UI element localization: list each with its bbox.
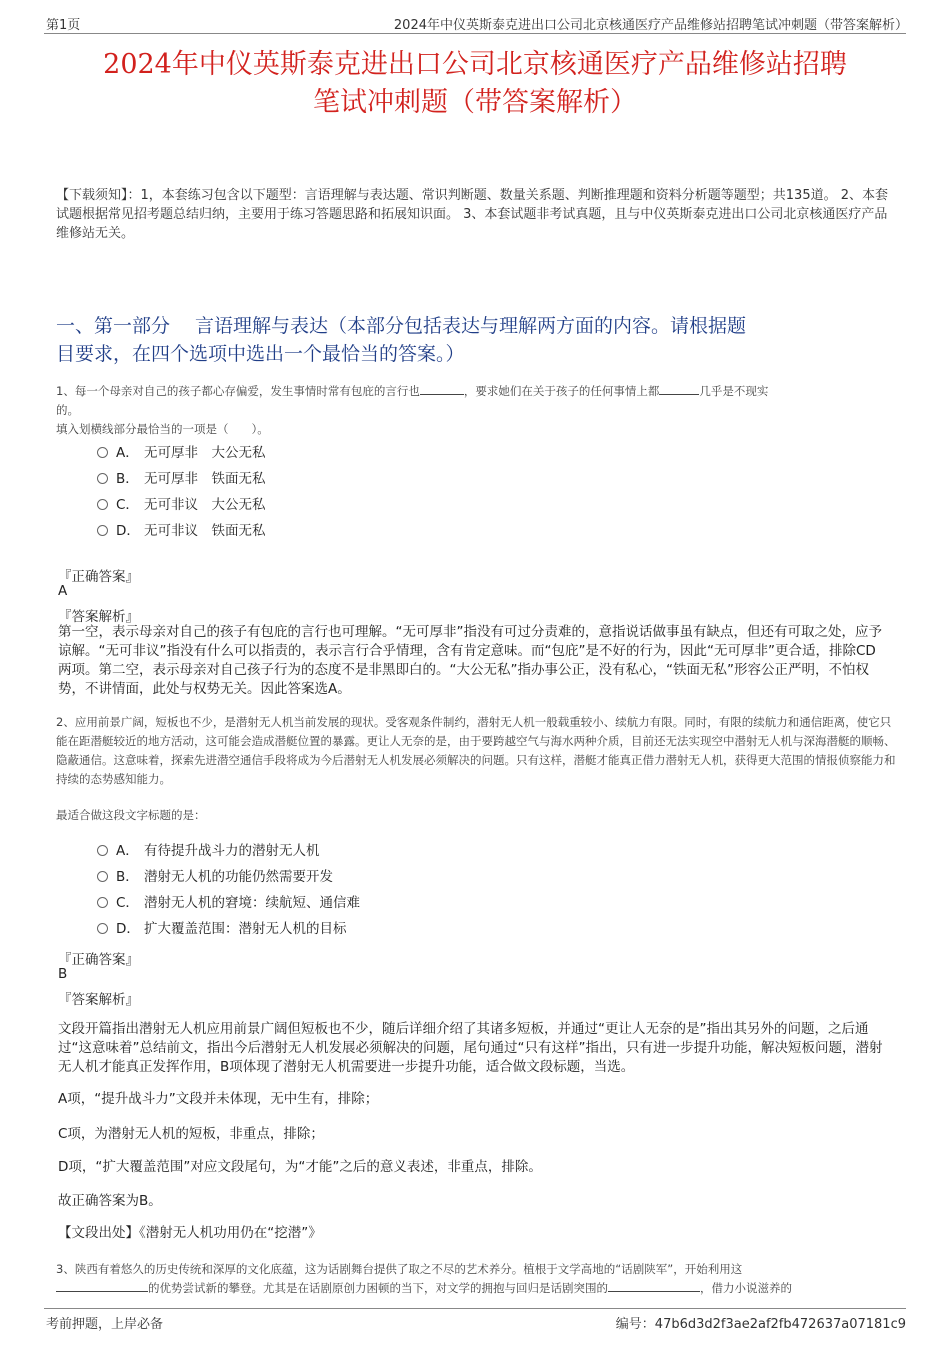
footer-slogan: 考前押题，上岸必备 xyxy=(46,1317,164,1332)
q2-options xyxy=(97,840,360,940)
q3-stem-part-a: 的优势尝试新的攀登。尤其是在话剧原创力困顿的当下，对文学的拥抱与回归是话剧突围的 xyxy=(148,1281,608,1295)
q1-stem-part-b: ，要求她们在关于孩子的任何事情上都 xyxy=(463,384,660,398)
q2-answer: B xyxy=(58,966,68,982)
q1-blank-2 xyxy=(659,394,699,395)
question-1-stem xyxy=(56,382,900,439)
radio-icon[interactable] xyxy=(97,525,108,536)
q1-explanation: 第一空，表示母亲对自己的孩子有包庇的言行也可理解。“无可厚非”指没有可过分责难的，意指说话做事虽有缺点，但还有可取之处，应予谅解。“无可非议”指没有什么可以指责的，表示言行合乎情理，含有肯定意味。而“包庇”是不好的行为，因此“无可厚非”更合适，排除CD两项。第二空，表示母亲对自己孩子行为的态度不是非黑即白的。“大公无私”指办事公正，没有私心，“铁面无私”形容公正严明，不怕权势，不讲情面，此处与权势无关。因此答案选A。 xyxy=(58,624,882,697)
q1-analysis-label: 『答案解析』 xyxy=(58,609,139,625)
q2-prompt: 最适合做这段文字标题的是： xyxy=(56,808,206,822)
q2-option-d[interactable]: D． 扩大覆盖范围：潜射无人机的目标 xyxy=(97,918,360,940)
section-heading-line-2: 目要求，在四个选项中选出一个最恰当的答案。） xyxy=(56,343,465,365)
q2-option-b[interactable]: B． 潜射无人机的功能仍然需要开发 xyxy=(97,866,360,888)
radio-icon[interactable] xyxy=(97,897,108,908)
radio-icon[interactable] xyxy=(97,871,108,882)
title-line-2: 笔试冲刺题（带答案解析） xyxy=(313,87,637,118)
footer-divider xyxy=(44,1308,906,1309)
q1-option-a[interactable]: A． 无可厚非 大公无私 xyxy=(97,442,266,464)
q1-options xyxy=(97,442,266,542)
section-heading xyxy=(56,312,900,368)
question-2-stem: 2、应用前景广阔，短板也不少，是潜射无人机当前发展的现状。受客观条件制约，潜射无人机一般载重较小、续航力有限。同时，有限的续航力和通信距离，使它只能在距潜艇较近的地方活动，这可能会造成潜艇位置的暴露。更让人无奈的是，由于要跨越空气与海水两种介质，目前还无法实现空中潜射无人机与深海潜艇的顺畅、隐蔽通信。这意味着，探索先进潜空通信手段将成为今后潜射无人机发展必须解决的问题。只有这样，潜艇才能真正借力潜射无人机，获得更大范围的情报侦察能力和持续的态势感知能力。 xyxy=(56,715,896,786)
q1-prompt: 填入划横线部分最恰当的一项是（ ）。 xyxy=(56,422,269,436)
radio-icon[interactable] xyxy=(97,447,108,458)
radio-icon[interactable] xyxy=(97,923,108,934)
q2-option-a[interactable]: A． 有待提升战斗力的潜射无人机 xyxy=(97,840,360,862)
q2-conclusion: 故正确答案为B。 xyxy=(58,1193,162,1209)
q2-note-d: D项，“扩大覆盖范围”对应文段尾句，为“才能”之后的意义表述，非重点，排除。 xyxy=(58,1159,542,1175)
q1-option-c[interactable]: C． 无可非议 大公无私 xyxy=(97,494,266,516)
q1-option-d[interactable]: D． 无可非议 铁面无私 xyxy=(97,520,266,542)
q2-analysis-label: 『答案解析』 xyxy=(58,992,139,1008)
q3-stem-part-b: ，借力小说滋养的 xyxy=(700,1281,792,1295)
download-notice: 【下载须知】：1，本套练习包含以下题型：言语理解与表达题、常识判断题、数量关系题、判断推理题和资料分析题等题型；共135道。 2、本套试题根据常见招考题总结归纳，主要用于练习答题思路和拓展知识面。 3、本套试题非考试真题，且与中仪英斯泰克进出口公司北京核通医疗产品维修站无关。 xyxy=(56,188,888,241)
section-heading-line-1: 一、第一部分 言语理解与表达（本部分包括表达与理解两方面的内容。请根据题 xyxy=(56,315,747,337)
question-3-stem xyxy=(56,1260,900,1298)
header-divider xyxy=(44,33,906,34)
page-number: 第1页 xyxy=(46,18,81,33)
q3-blank-1 xyxy=(56,1291,148,1292)
q1-blank-1 xyxy=(420,394,464,395)
q1-stem-part-c: 几乎是不现实 xyxy=(699,384,769,398)
q1-stem-line-2: 的。 xyxy=(56,403,79,417)
document-title xyxy=(40,46,910,122)
radio-icon[interactable] xyxy=(97,845,108,856)
title-line-1: 2024年中仪英斯泰克进出口公司北京核通医疗产品维修站招聘 xyxy=(103,49,847,80)
q2-correct-label: 『正确答案』 xyxy=(58,952,139,968)
radio-icon[interactable] xyxy=(97,499,108,510)
q1-answer: A xyxy=(58,583,68,599)
q2-option-c[interactable]: C． 潜射无人机的窘境：续航短、通信难 xyxy=(97,892,360,914)
q2-source: 【文段出处】《潜射无人机功用仍在“挖潜”》 xyxy=(58,1225,322,1241)
q2-explanation: 文段开篇指出潜射无人机应用前景广阔但短板也不少，随后详细介绍了其诸多短板，并通过“更让人无奈的是”指出其另外的问题，之后通过“这意味着”总结前文，指出今后潜射无人机发展必须解决的问题，尾句通过“只有这样”指出，只有进一步提升功能，解决短板问题，潜射无人机才能真正发挥作用，B项体现了潜射无人机需要进一步提升功能，适合做文段标题，当选。 xyxy=(58,1021,883,1075)
q1-option-b[interactable]: B． 无可厚非 铁面无私 xyxy=(97,468,266,490)
q1-stem-part-a: 1、每一个母亲对自己的孩子都心存偏爱，发生事情时常有包庇的言行也 xyxy=(56,384,420,398)
q3-blank-2 xyxy=(608,1291,700,1292)
header-doc-title: 2024年中仪英斯泰克进出口公司北京核通医疗产品维修站招聘笔试冲刺题（带答案解析） xyxy=(393,18,908,33)
q1-correct-label: 『正确答案』 xyxy=(58,569,139,585)
footer-doc-id: 编号：47b6d3d2f3ae2af2fb472637a07181c9 xyxy=(615,1317,906,1332)
q2-note-a: A项，“提升战斗力”文段并未体现，无中生有，排除； xyxy=(58,1091,379,1107)
radio-icon[interactable] xyxy=(97,473,108,484)
q2-note-c: C项，为潜射无人机的短板，非重点，排除； xyxy=(58,1126,324,1142)
q3-stem-line-1: 3、陕西有着悠久的历史传统和深厚的文化底蕴，这为话剧舞台提供了取之不尽的艺术养分。植根于文学高地的“话剧陕军”，开始利用这 xyxy=(56,1262,743,1276)
